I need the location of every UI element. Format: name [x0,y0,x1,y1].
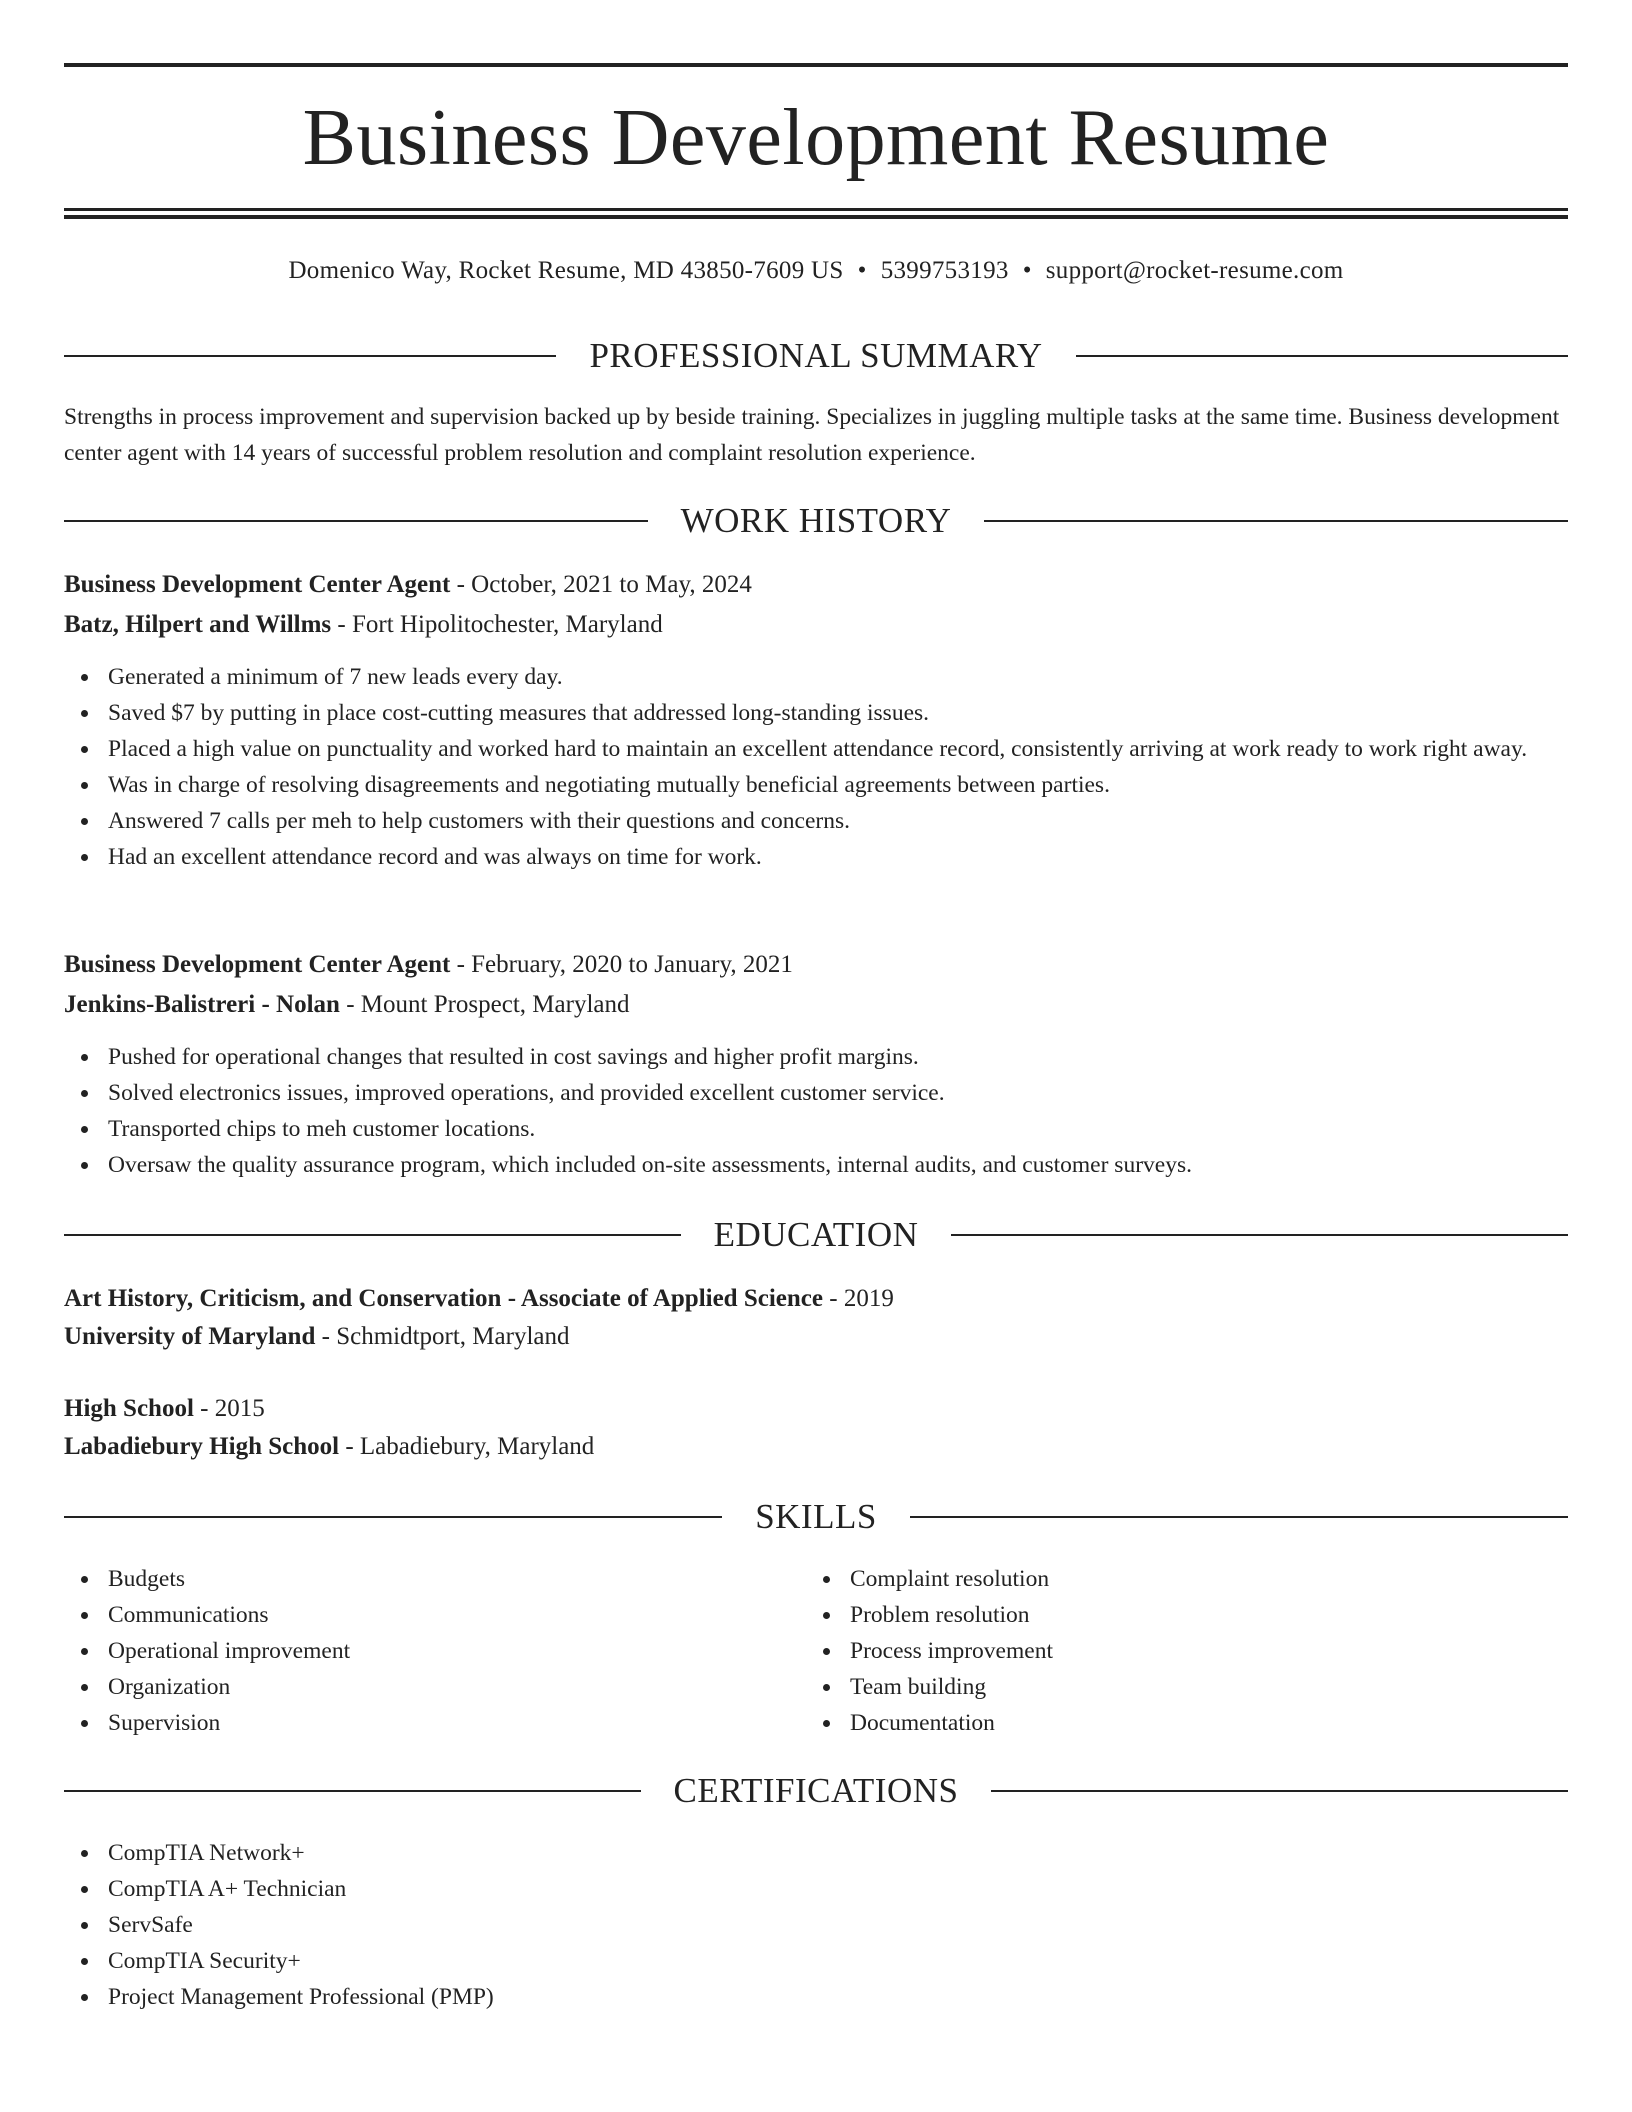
heading-rule-right [1076,355,1568,357]
section-title: CERTIFICATIONS [673,1771,959,1810]
contact-separator: • [1022,257,1032,284]
education-degree-line: Art History, Criticism, and Conservation - Associate of Applied Science - 2019 [64,1285,894,1312]
section-heading-work-history [64,499,1568,543]
heading-rule-left [64,355,556,357]
heading-rule-left [64,520,648,522]
education-location: Labadiebury, Maryland [359,1433,595,1460]
heading-rule-left [64,1790,641,1792]
job-company: Batz, Hilpert and Willms [64,611,332,638]
job-title: Business Development Center Agent [64,951,451,978]
list-item: Answered 7 calls per meh to help customers with their questions and concerns. [64,803,1568,839]
title-rule-lower [64,215,1568,219]
list-item: Transported chips to meh customer locations. [64,1111,1568,1147]
job-company-line: Jenkins-Balistreri - Nolan - Mount Prospect, Maryland [64,991,630,1018]
section-heading-certifications [64,1769,1568,1813]
summary-text: Strengths in process improvement and supervision backed up by beside training. Specializes in juggling multiple tasks at the same time. Business development center agent with 14 years of successful problem resolution and complaint resolution experience. [64,404,1560,466]
job-dates: February, 2020 to January, 2021 [471,951,793,978]
section-title: EDUCATION [713,1215,919,1254]
education-location: Schmidtport, Maryland [336,1323,570,1350]
job-company: Jenkins-Balistreri - Nolan [64,991,340,1018]
skill-item: Complaint resolution [806,1561,1566,1597]
education-school: University of Maryland [64,1323,316,1350]
education-degree-line: High School - 2015 [64,1395,265,1422]
certification-item: CompTIA Network+ [64,1835,1568,1871]
certification-item: Project Management Professional (PMP) [64,1979,1568,2015]
title-rule-upper [64,208,1568,211]
job-bullets [64,1039,1568,1183]
skill-item: Process improvement [806,1633,1566,1669]
education-school: Labadiebury High School [64,1433,340,1460]
section-heading-education [64,1213,1568,1257]
education-degree: Art History, Criticism, and Conservation - Associate of Applied Science [64,1285,823,1312]
job-company-line: Batz, Hilpert and Willms - Fort Hipolitochester, Maryland [64,611,663,638]
certification-item: CompTIA Security+ [64,1943,1568,1979]
list-item: Was in charge of resolving disagreements and negotiating mutually beneficial agreements between parties. [64,767,1568,803]
skills-list-left [64,1561,784,1741]
job-title-line: Business Development Center Agent - February, 2020 to January, 2021 [64,951,793,978]
skill-item: Problem resolution [806,1597,1566,1633]
contact-address: Domenico Way, Rocket Resume, MD 43850-7609 US [288,257,844,284]
certifications-list [64,1835,1568,2015]
skill-item: Documentation [806,1705,1566,1741]
education-school-line: Labadiebury High School - Labadiebury, Maryland [64,1433,595,1460]
job-title-line: Business Development Center Agent - October, 2021 to May, 2024 [64,571,752,598]
section-title: PROFESSIONAL SUMMARY [589,336,1043,375]
heading-rule-right [951,1234,1568,1236]
contact-email: support@rocket-resume.com [1045,257,1344,284]
resume-title: Business Development Resume [302,94,1330,182]
list-item: Pushed for operational changes that resulted in cost savings and higher profit margins. [64,1039,1568,1075]
list-item: Placed a high value on punctuality and worked hard to maintain an excellent attendance record, consistently arriving at work ready to work right away. [64,731,1568,767]
contact-separator: • [857,257,867,284]
heading-rule-right [991,1790,1568,1792]
education-school-line: University of Maryland - Schmidtport, Maryland [64,1323,570,1350]
top-rule [64,63,1568,67]
list-item: Generated a minimum of 7 new leads every day. [64,659,1568,695]
skills-list-right [806,1561,1566,1741]
job-title: Business Development Center Agent [64,571,451,598]
heading-rule-right [984,520,1568,522]
education-year: 2015 [214,1395,265,1422]
list-item: Oversaw the quality assurance program, which included on-site assessments, internal audits, and customer surveys. [64,1147,1568,1183]
certification-item: ServSafe [64,1907,1568,1943]
list-item: Solved electronics issues, improved operations, and provided excellent customer service. [64,1075,1568,1111]
skill-item: Team building [806,1669,1566,1705]
contact-phone: 5399753193 [880,257,1009,284]
skill-item: Organization [64,1669,784,1705]
list-item: Saved $7 by putting in place cost-cutting measures that addressed long-standing issues. [64,695,1568,731]
heading-rule-left [64,1516,722,1518]
heading-rule-left [64,1234,681,1236]
section-title: SKILLS [755,1497,877,1536]
job-dates: October, 2021 to May, 2024 [471,571,752,598]
skill-item: Operational improvement [64,1633,784,1669]
contact-line [64,254,1568,288]
job-bullets [64,659,1568,875]
heading-rule-right [910,1516,1568,1518]
list-item: Had an excellent attendance record and was always on time for work. [64,839,1568,875]
skill-item: Communications [64,1597,784,1633]
skill-item: Budgets [64,1561,784,1597]
skill-item: Supervision [64,1705,784,1741]
section-heading-summary [64,334,1568,378]
job-location: Fort Hipolitochester, Maryland [351,611,663,638]
education-degree: High School [64,1395,194,1422]
section-heading-skills [64,1495,1568,1539]
certification-item: CompTIA A+ Technician [64,1871,1568,1907]
education-year: 2019 [843,1285,894,1312]
section-title: WORK HISTORY [680,501,952,540]
job-location: Mount Prospect, Maryland [360,991,630,1018]
